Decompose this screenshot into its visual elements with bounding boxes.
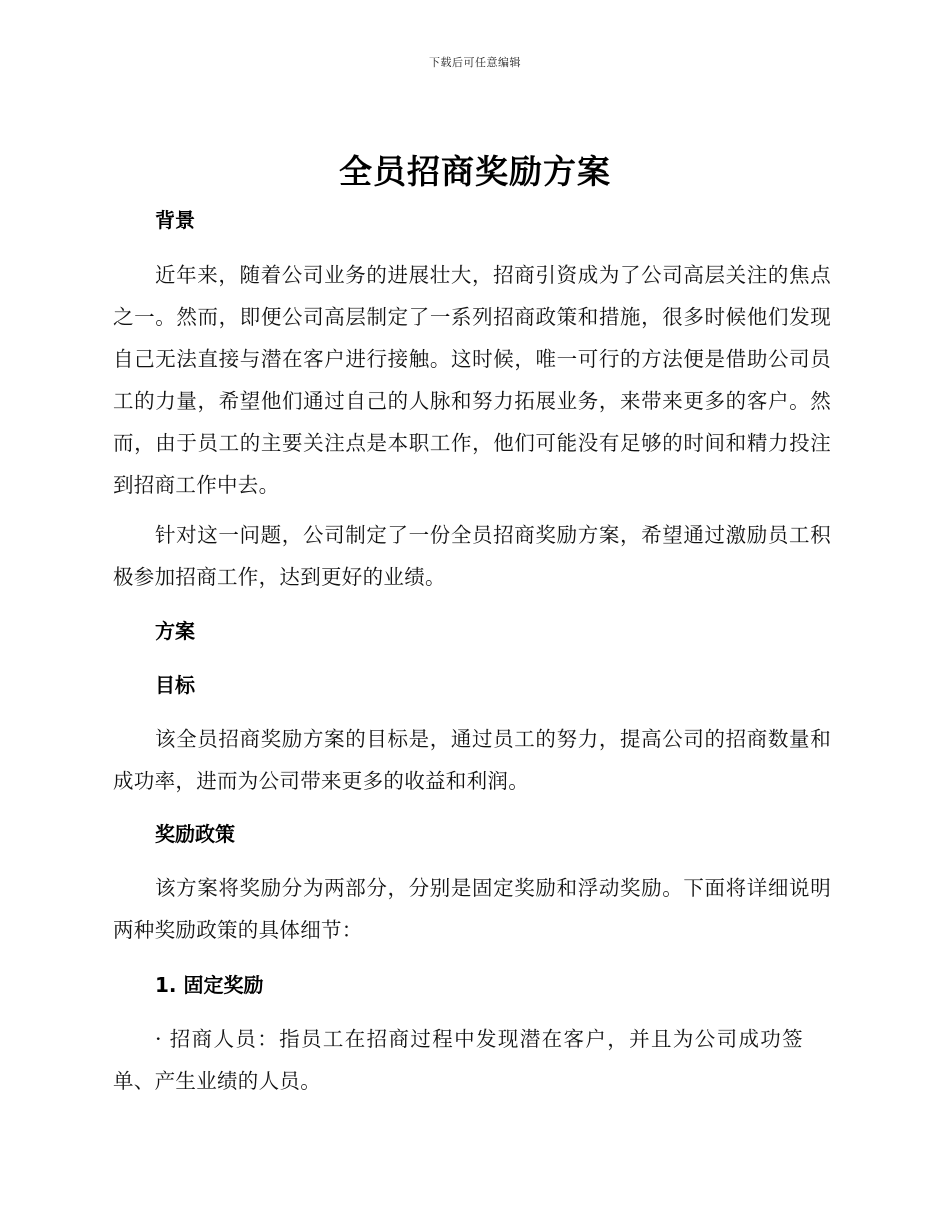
heading-goal: 目标 <box>155 673 195 697</box>
bullet-investment-staff: · 招商人员：指员工在招商过程中发现潜在客户，并且为公司成功签单、产生业绩的人员。 <box>113 1027 803 1093</box>
heading-fixed-reward: 1. 固定奖励 <box>155 973 264 997</box>
paragraph-goal: 该全员招商奖励方案的目标是，通过员工的努力，提高公司的招商数量和成功率，进而为公司带来更多的收益和利润。 <box>113 727 831 793</box>
paragraph-reward-policy: 该方案将奖励分为两部分，分别是固定奖励和浮动奖励。下面将详细说明两种奖励政策的具体细节： <box>113 876 831 942</box>
heading-plan: 方案 <box>155 619 195 643</box>
paragraph-background-2: 针对这一问题，公司制定了一份全员招商奖励方案，希望通过激励员工积极参加招商工作，达到更好的业绩。 <box>113 523 831 589</box>
document-body <box>113 200 831 1102</box>
paragraph-background-1: 近年来，随着公司业务的进展壮大，招商引资成为了公司高层关注的焦点之一。然而，即便公司高层制定了一系列招商政策和措施，很多时候他们发现自己无法直接与潜在客户进行接触。这时候，唯一可行的方法便是借助公司员工的力量，希望他们通过自己的人脉和努力拓展业务，来带来更多的客户。然而，由于员工的主要关注点是本职工作，他们可能没有足够的时间和精力投注到招商工作中去。 <box>113 263 831 497</box>
document-title: 全员招商奖励方案 <box>339 152 611 191</box>
heading-reward-policy: 奖励政策 <box>155 822 235 846</box>
heading-background: 背景 <box>155 208 195 232</box>
header-note: 下载后可任意编辑 <box>429 56 521 69</box>
